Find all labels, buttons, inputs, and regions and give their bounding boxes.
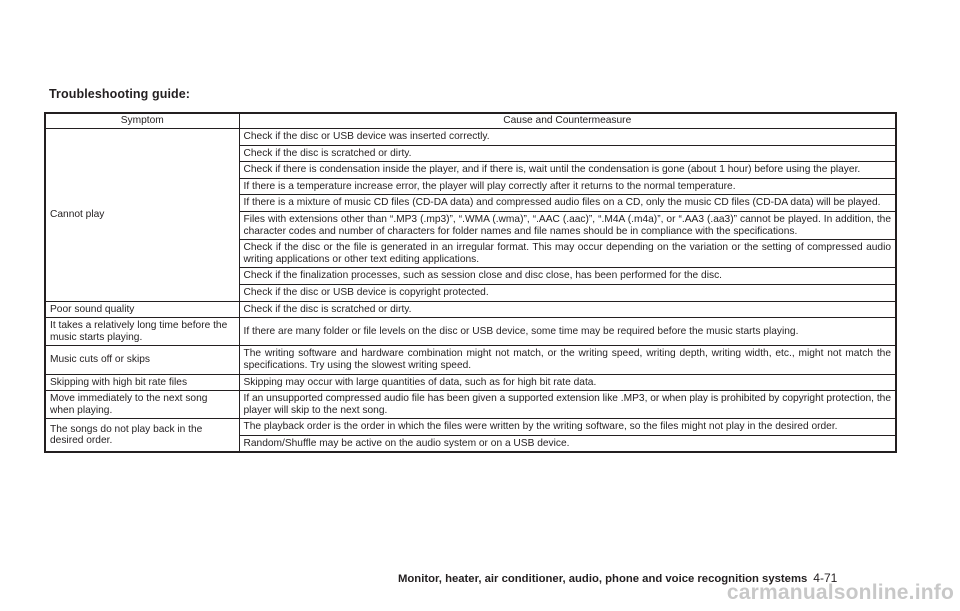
countermeasure-cell: Check if the disc or USB device was inserted correctly. bbox=[239, 129, 896, 146]
table-body bbox=[45, 129, 896, 453]
symptom-cell: Poor sound quality bbox=[45, 301, 239, 318]
countermeasure-cell: If there are many folder or file levels on the disc or USB device, some time may be required before the music starts playing. bbox=[239, 318, 896, 346]
watermark-logo: carmanualsonline.info bbox=[726, 581, 954, 604]
table-header-row bbox=[45, 113, 896, 129]
countermeasure-cell: Check if the disc or the file is generated in an irregular format. This may occur depending on the variation or the setting of compressed audio writing applications or other text editing applications. bbox=[239, 240, 896, 268]
countermeasure-cell: Check if the finalization processes, such as session close and disc close, has been performed for the disc. bbox=[239, 268, 896, 285]
table-row bbox=[45, 374, 896, 391]
symptom-cell: Move immediately to the next song when playing. bbox=[45, 391, 239, 419]
table-row bbox=[45, 129, 896, 146]
countermeasure-cell: Check if the disc is scratched or dirty. bbox=[239, 145, 896, 162]
symptom-cell: The songs do not play back in the desired order. bbox=[45, 419, 239, 453]
table-row bbox=[45, 391, 896, 419]
section-heading: Troubleshooting guide: bbox=[49, 87, 191, 101]
symptom-cell: Music cuts off or skips bbox=[45, 346, 239, 374]
page-number: 4-71 bbox=[813, 571, 838, 585]
troubleshooting-table bbox=[44, 112, 897, 453]
column-header-symptom: Symptom bbox=[45, 113, 239, 129]
table-row bbox=[45, 301, 896, 318]
countermeasure-cell: Files with extensions other than “.MP3 (.mp3)”, “.WMA (.wma)”, “.AAC (.aac)”, “.M4A (.m4a)”, or “.AA3 (.aa3)” cannot be played. In addition, the character codes and number of characters for folder names and file names should be in compliance with the specifications. bbox=[239, 211, 896, 239]
table-row bbox=[45, 346, 896, 374]
countermeasure-cell: The playback order is the order in which the files were written by the writing software, so the files might not play in the desired order. bbox=[239, 419, 896, 436]
countermeasure-cell: Skipping may occur with large quantities of data, such as for high bit rate data. bbox=[239, 374, 896, 391]
symptom-cell: Skipping with high bit rate files bbox=[45, 374, 239, 391]
countermeasure-cell: If there is a temperature increase error, the player will play correctly after it returns to the normal temperature. bbox=[239, 178, 896, 195]
footer-section-title: Monitor, heater, air conditioner, audio, phone and voice recognition systems bbox=[398, 573, 808, 585]
table-row bbox=[45, 318, 896, 346]
countermeasure-cell: Check if there is condensation inside the player, and if there is, wait until the condensation is gone (about 1 hour) before using the player. bbox=[239, 162, 896, 179]
countermeasure-cell: If there is a mixture of music CD files (CD-DA data) and compressed audio files on a CD, only the music CD files (CD-DA data) will be played. bbox=[239, 195, 896, 212]
symptom-cell: It takes a relatively long time before the music starts playing. bbox=[45, 318, 239, 346]
table-row bbox=[45, 419, 896, 436]
symptom-cell: Cannot play bbox=[45, 129, 239, 302]
column-header-cause: Cause and Countermeasure bbox=[239, 113, 896, 129]
countermeasure-cell: Check if the disc or USB device is copyright protected. bbox=[239, 284, 896, 301]
countermeasure-cell: The writing software and hardware combination might not match, or the writing speed, writing depth, writing width, etc., might not match the specifications. Try using the slowest writing speed. bbox=[239, 346, 896, 374]
countermeasure-cell: Random/Shuffle may be active on the audio system or on a USB device. bbox=[239, 435, 896, 452]
countermeasure-cell: If an unsupported compressed audio file has been given a supported extension like .MP3, or when play is prohibited by copyright protection, the player will skip to the next song. bbox=[239, 391, 896, 419]
countermeasure-cell: Check if the disc is scratched or dirty. bbox=[239, 301, 896, 318]
